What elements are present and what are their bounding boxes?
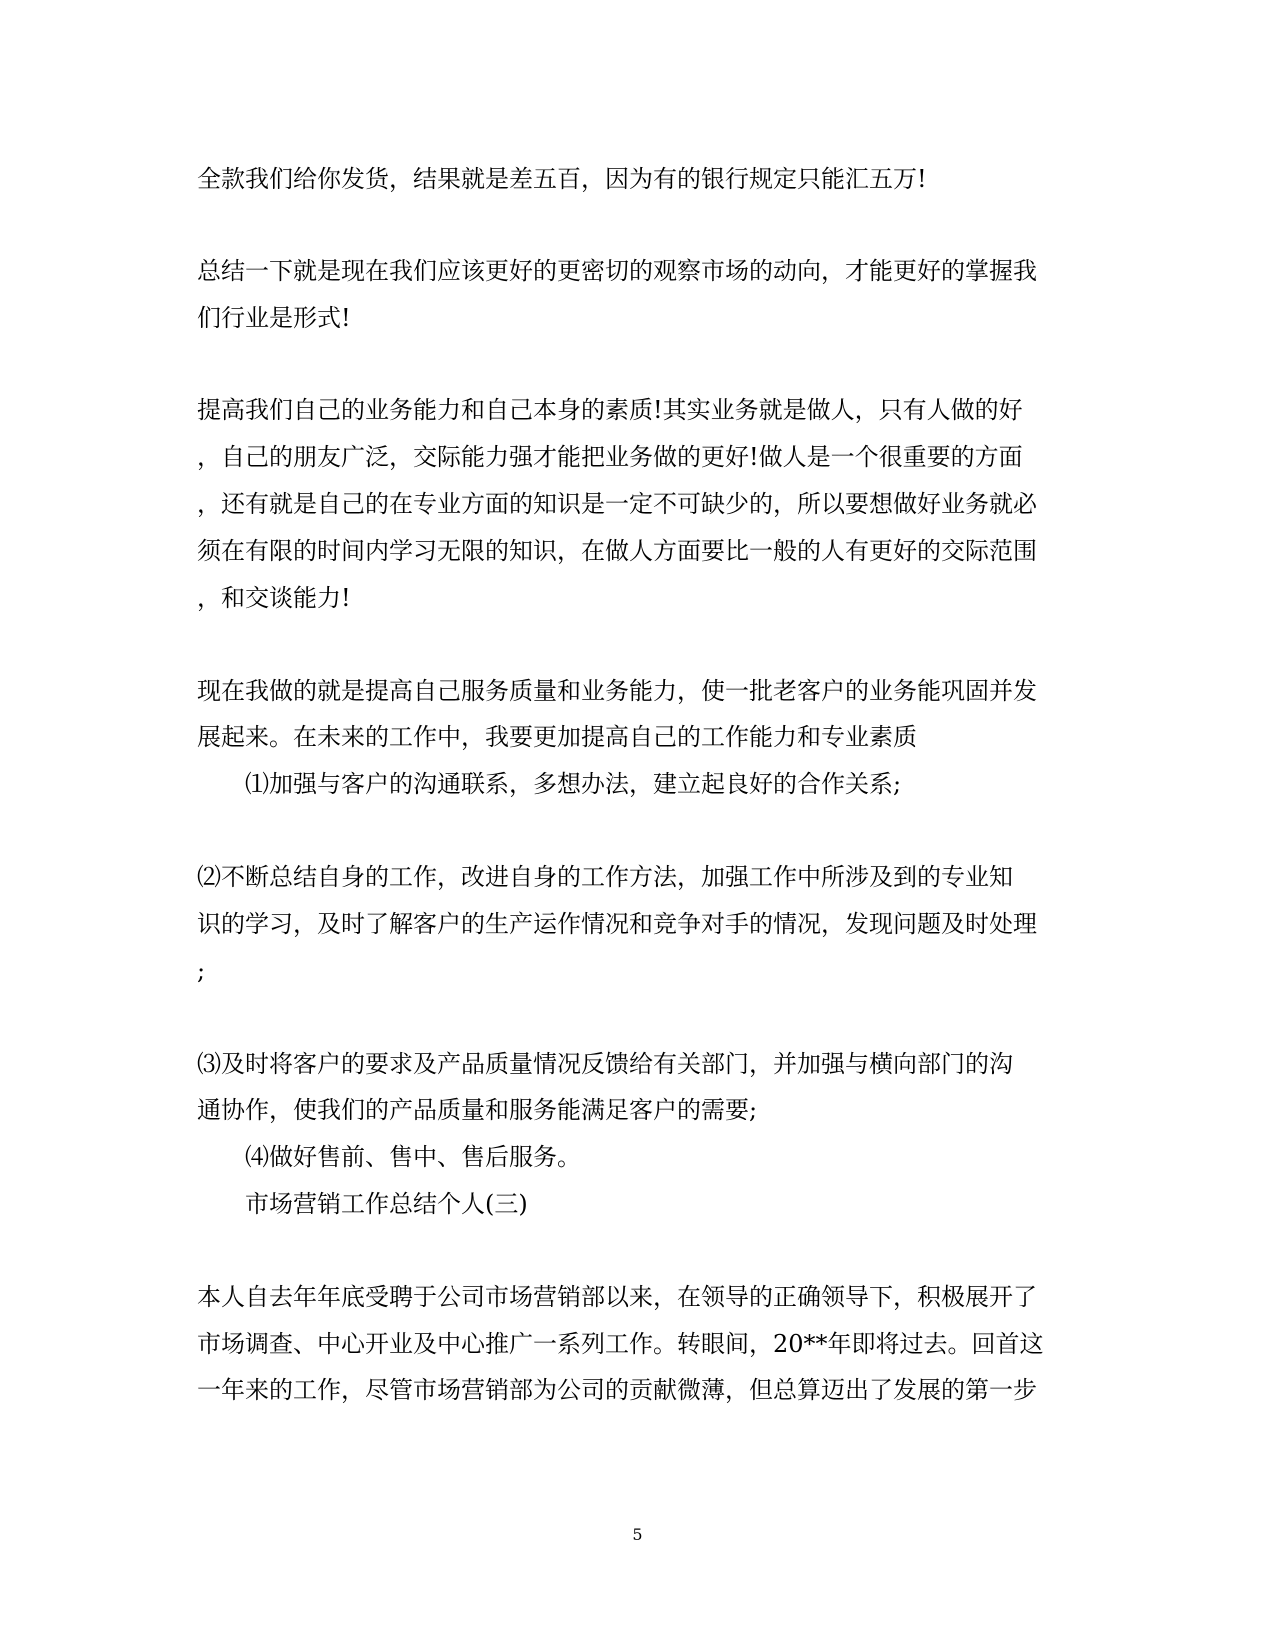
text-line: 总结一下就是现在我们应该更好的更密切的观察市场的动向，才能更好的掌握我 [197,257,1037,285]
list-item: ⑵不断总结自身的工作，改进自身的工作方法，加强工作中所涉及到的专业知 [197,863,1013,891]
text-line: ; [197,957,206,985]
section-heading: 市场营销工作总结个人(三) [245,1190,528,1218]
text-line: 市场调查、中心开业及中心推广一系列工作。转眼间，20**年即将过去。回首这 [197,1330,1044,1358]
text-line: 现在我做的就是提高自己服务质量和业务能力，使一批老客户的业务能巩固并发 [197,677,1037,705]
list-item: ⑷做好售前、售中、售后服务。 [245,1143,581,1171]
page-number: 5 [632,1525,643,1544]
list-item: ⑶及时将客户的要求及产品质量情况反馈给有关部门，并加强与横向部门的沟 [197,1050,1013,1078]
text-line: ，还有就是自己的在专业方面的知识是一定不可缺少的，所以要想做好业务就必 [197,490,1037,518]
text-line: 通协作，使我们的产品质量和服务能满足客户的需要; [197,1096,758,1124]
text-line: 本人自去年年底受聘于公司市场营销部以来，在领导的正确领导下，积极展开了 [197,1283,1037,1311]
text-line: ，自己的朋友广泛，交际能力强才能把业务做的更好!做人是一个很重要的方面 [197,443,1023,471]
text-line: 一年来的工作，尽管市场营销部为公司的贡献微薄，但总算迈出了发展的第一步 [197,1376,1037,1404]
text-line: 全款我们给你发货，结果就是差五百，因为有的银行规定只能汇五万! [197,165,927,193]
text-line: 识的学习，及时了解客户的生产运作情况和竞争对手的情况，发现问题及时处理 [197,910,1037,938]
text-line: 提高我们自己的业务能力和自己本身的素质!其实业务就是做人，只有人做的好 [197,396,1023,424]
list-item: ⑴加强与客户的沟通联系，多想办法，建立起良好的合作关系; [245,770,902,798]
text-line: 须在有限的时间内学习无限的知识，在做人方面要比一般的人有更好的交际范围 [197,537,1037,565]
text-line: 展起来。在未来的工作中，我要更加提高自己的工作能力和专业素质 [197,723,917,751]
text-line: ，和交谈能力! [197,584,351,612]
text-line: 们行业是形式! [197,304,351,332]
